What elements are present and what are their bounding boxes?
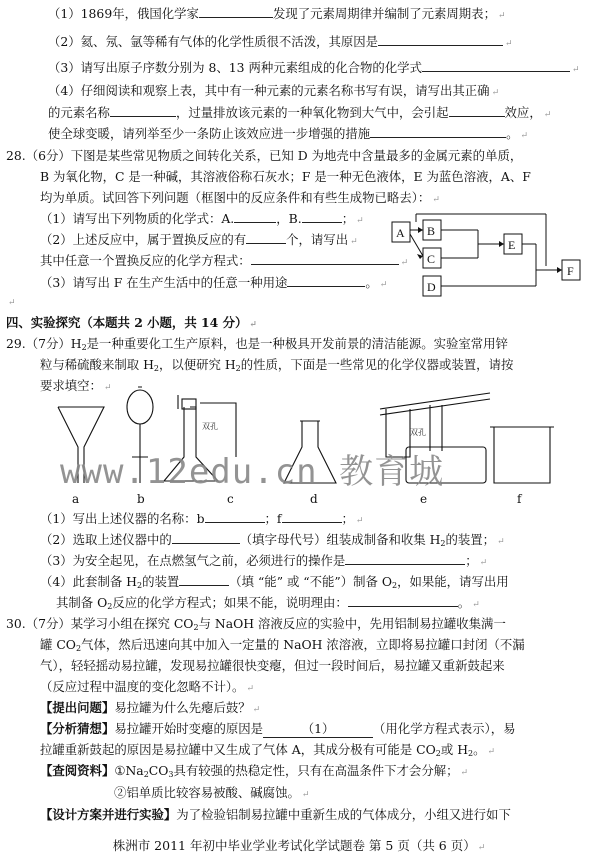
label-e: e: [420, 492, 428, 506]
label-a: a: [72, 492, 80, 506]
q27-line-4: （4）仔细阅读和观察上表，其中有一种元素的元素名称书写有误，请写出其正确 ↵: [48, 83, 500, 98]
q27-line-2: （2）氦、氖、氩等稀有气体的化学性质很不活泼，其原因是 ↵: [48, 34, 513, 49]
q28-line-3: 均为单质。试回答下列问题（框图中的反应条件和有些生成物已略去）： ↵: [40, 190, 440, 205]
q30-line-3: 气），轻轻摇动易拉罐，发现易拉罐很快变瘪，但过一段时间后，易拉罐又重新鼓起来: [40, 658, 505, 673]
q29-sub-1: （1）写出上述仪器的名称：b ；f ； ↵: [40, 511, 364, 526]
q30-line-2: 罐 $CO_2$气体，然后迅速向其中加入一定量的 NaOH 浓溶液，立即将易拉罐口封闭（不漏: [40, 637, 525, 653]
box-E: E: [508, 238, 516, 252]
q30-analysis: 【分析猜想】易拉罐开始时变瘪的原因是 （1） （用化学方程式表示），易: [40, 721, 516, 736]
q30-line-1: 30.（7分）某学习小组在探究 $CO_2$与 NaOH 溶液反应的实验中，先用铝制易拉罐收集满一: [6, 616, 506, 632]
section-4-heading: 四、实验探究（本题共 2 小题，共 14 分） ↵: [6, 315, 257, 330]
q29-sub-2: （2）选取上述仪器中的 （填字母代号）组装成制备和收集 $H_2$的装置； ↵: [40, 532, 505, 548]
q27-line-5: 的元素名称 ，过量排放该元素的一种氧化物到大气中，会引起 效应， ↵: [48, 105, 552, 120]
sep-funnel-b: [127, 390, 153, 424]
q27-line-1: （1）1869年，俄国化学家 发现了元素周期律并编制了元素周期表； ↵: [48, 6, 506, 21]
label-d: d: [310, 492, 318, 506]
q28-line-5: （2）上述反应中，属于置换反应的有 个，请写出 ↵: [40, 232, 358, 247]
q29-sub-5: 其制备 $O_2$反应的化学方程式；如果不能，说明理由： 。 ↵: [56, 595, 480, 611]
q30-research: 【查阅资料】$①Na_2CO_3$具有较强的热稳定性，只有在高温条件下才会分解； ↵: [40, 763, 469, 779]
box-D: D: [427, 280, 436, 294]
q30-research-2: ②铝单质比较容易被酸、碱腐蚀。 ↵: [114, 785, 310, 800]
watermark: www.12edu.cn 教育城: [60, 452, 445, 492]
q29-line-1: 29.（7分）$H_2$是一种重要化工生产原料，也是一种极具开发前景的清洁能源。实验室常用锌: [6, 336, 508, 352]
box-F: F: [567, 264, 574, 278]
q30-analysis-2: 拉罐重新鼓起的原因是易拉罐中又生成了气体 A，其成分极有可能是 $CO_2$或 $H_2$。 ↵: [40, 742, 496, 758]
q27-line-6: 使全球变暖，请列举至少一条防止该效应进一步增强的措施 。 ↵: [48, 126, 529, 141]
page-footer: 株洲市 2011 年初中毕业学业考试化学试题卷 第 5 页（共 6 页） ↵: [112, 838, 486, 853]
para-mark: ↵: [8, 298, 16, 308]
q29-sub-3: （3）为安全起见，在点燃氢气之前，必须进行的操作是 ； ↵: [40, 553, 488, 568]
box-B: B: [427, 224, 436, 238]
label-f: f: [517, 492, 522, 506]
label-b: b: [137, 492, 145, 506]
q28-line-6: 其中任意一个置换反应的化学方程式： ↵: [40, 253, 409, 268]
q30-design: 【设计方案并进行实验】为了检验铝制易拉罐中重新生成的气体成分，小组又进行如下: [40, 807, 511, 822]
q28-line-7: （3）请写出 F 在生产生活中的任意一种用途 。 ↵: [40, 275, 388, 290]
q29-line-2: 粒与稀硫酸来制取 $H_2$，以便研究 $H_2$的性质，下面是一些常见的化学仪器或装置，请按: [40, 357, 514, 373]
q29-sub-4: （4）此套制备 $H_2$的装置 （填 “能” 或 “不能”）制备 $O_2$，如果能，请写出用: [40, 574, 509, 590]
q28-line-4: （1）请写出下列物质的化学式：A. ，B. ； ↵: [40, 211, 364, 226]
q30-problem: 【提出问题】易拉罐为什么先瘪后鼓？ ↵: [40, 700, 261, 715]
box-C: C: [427, 252, 436, 266]
hole-label-e: 双孔: [410, 428, 426, 437]
box-A: A: [396, 226, 405, 240]
q30-line-4: （反应过程中温度的变化忽略不计）。 ↵: [40, 679, 254, 694]
label-c: c: [227, 492, 234, 506]
q28-line-1: 28.（6分）下图是某些常见物质之间转化关系，已知 D 为地壳中含量最多的金属元素的单质，: [6, 148, 523, 163]
q28-line-2: B 为氧化物，C 是一种碱，其溶液俗称石灰水；F 是一种无色液体，E 为蓝色溶液，A、F: [40, 169, 531, 184]
beaker-f: [490, 427, 554, 483]
q29-line-3: 要求填空： ↵: [40, 378, 112, 393]
hole-label-c: 双孔: [202, 422, 218, 431]
reaction-flow-diagram: [386, 212, 586, 298]
test-tube-e: [380, 393, 490, 415]
q27-line-3: （3）请写出原子序数分别为 8、13 两种元素组成的化合物的化学式 ↵: [48, 60, 580, 75]
